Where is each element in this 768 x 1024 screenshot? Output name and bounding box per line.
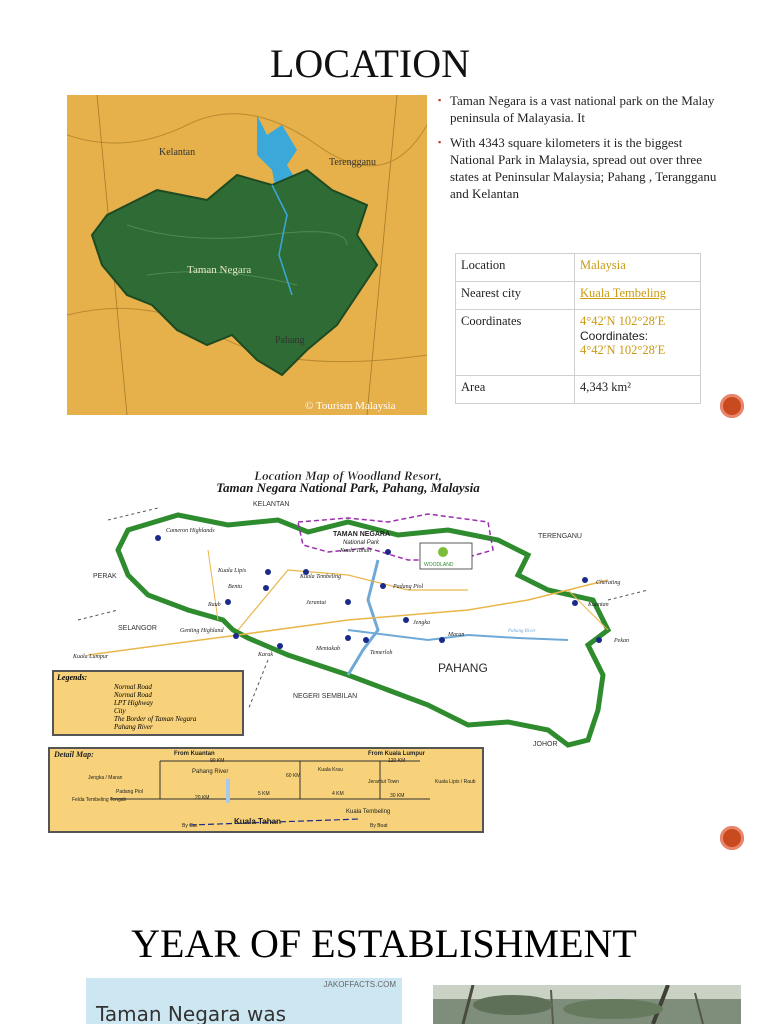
detail-label: From Kuala Lumpur: [368, 751, 426, 757]
detail-label: 60 KM: [286, 773, 301, 779]
map-label-kelantan: Kelantan: [159, 147, 196, 158]
table-row: [456, 254, 701, 282]
legend-item: Pahang River: [114, 723, 153, 731]
slide-title-year-of-establishment: YEAR OF ESTABLISHMENT: [131, 921, 637, 966]
infobox-value-area: 4,343 km²: [575, 376, 701, 404]
bullet-item: ▪ With 4343 square kilometers it is the biggest National Park in Malaysia, spread out over three states at Peninsular Malaysia; Pahang , Terangganu and Kelantan: [450, 134, 728, 202]
town-label: Raub: [208, 602, 221, 608]
town-label: Kuantan: [588, 602, 609, 608]
detail-label: By Boat: [370, 823, 388, 829]
resort-label: WOODLAND: [424, 562, 454, 568]
coordinates-link[interactable]: 4°42′N 102°28′E: [580, 314, 666, 328]
infobox-key: Area: [456, 376, 575, 404]
detail-label: Kuala Tahan: [234, 817, 281, 826]
detail-label: From Kuantan: [174, 751, 215, 757]
town-label: Karak: [258, 652, 273, 658]
detail-label: 5 KM: [258, 791, 270, 797]
legend-item: The Border of Taman Negara: [114, 715, 197, 723]
infobox-value-coordinates: [575, 310, 701, 376]
coordinates-label: Coordinates:: [580, 329, 649, 343]
map-label-terengganu: Terengganu: [329, 157, 377, 168]
map-title-line2: Taman Negara National Park, Pahang, Malaysia: [216, 480, 480, 495]
slide-nav-dot[interactable]: [720, 826, 744, 850]
legend-title: Legends:: [57, 673, 88, 682]
forest-photo: [433, 985, 741, 1024]
legend-item: Normal Road: [114, 683, 152, 691]
detail-label: Jerantut Town: [368, 779, 400, 785]
map-legend: [52, 670, 244, 736]
infobox-value-location[interactable]: Malaysia: [575, 254, 701, 282]
detail-title: Detail Map:: [54, 750, 94, 759]
town-label: Kuala Lumpur: [73, 654, 109, 660]
coordinates-link-2[interactable]: 4°42′N 102°28′E: [580, 343, 666, 357]
slide-nav-dot[interactable]: [720, 394, 744, 418]
detail-label: Kuala Tembeling: [346, 809, 391, 815]
town-label: Jerantut: [306, 600, 326, 606]
park-label-1: TAMAN NEGARA: [333, 531, 391, 538]
park-map-image: [67, 95, 427, 415]
establishment-photo-text: [86, 978, 402, 1024]
region-label-terenganu: TERENGANU: [538, 533, 582, 540]
town-label: Jengka: [413, 620, 430, 626]
map-title-line1: Location Map of Woodland Resort,: [254, 468, 442, 483]
region-label-perak: PERAK: [93, 573, 117, 580]
slide-title-location: LOCATION: [270, 41, 470, 86]
map-watermark: © Tourism Malaysia: [305, 400, 396, 412]
town-label: Bentu: [228, 584, 242, 590]
detail-label: By Car: [182, 823, 198, 829]
river-label: Pahang River: [508, 629, 536, 634]
legend-item: LPT Highway: [114, 699, 153, 707]
town-label: Cherating: [596, 580, 621, 586]
infobox-key: Location: [456, 254, 575, 282]
table-row: [456, 282, 701, 310]
town-label: Kuala Tembeling: [300, 574, 341, 580]
town-label: Mentakab: [316, 646, 340, 652]
infobox-table: [455, 253, 701, 404]
detail-label: Kuala Lipis / Raub: [435, 779, 476, 785]
region-label-negeri-sembilan: NEGERI SEMBILAN: [293, 693, 358, 700]
nearest-city-link[interactable]: Kuala Tembeling: [580, 286, 667, 300]
detail-label: 90 KM: [210, 758, 225, 764]
legend-item: Normal Road: [114, 691, 152, 699]
infobox-key: Nearest city: [456, 282, 575, 310]
region-label-kelantan: KELANTAN: [253, 501, 290, 508]
detail-label: Kuala Krau: [318, 767, 343, 773]
town-label: Maran: [448, 632, 465, 638]
table-row: [456, 376, 701, 404]
park-label-2: National Park: [343, 540, 380, 546]
map-label-pahang: Pahang: [275, 335, 305, 346]
photo-watermark: JAKOFFACTS.COM: [323, 980, 396, 989]
detail-label: Pahang River: [192, 769, 229, 775]
detail-label: Padang Piol: [116, 789, 143, 795]
legend-item: City: [114, 707, 126, 715]
town-label: Padang Piol: [393, 584, 424, 590]
town-label: Kuala Lipis: [218, 568, 247, 574]
region-label-pahang: PAHANG: [438, 661, 488, 675]
town-label: Pekan: [614, 638, 629, 644]
detail-label: 30 KM: [390, 793, 405, 799]
region-label-selangor: SELANGOR: [118, 625, 157, 632]
town-label: Temerloh: [370, 650, 393, 656]
detail-label: 4 KM: [332, 791, 344, 797]
detail-map: [48, 747, 484, 833]
region-label-johor: JOHOR: [533, 741, 558, 748]
detail-label: 20 KM: [195, 795, 210, 801]
town-label: Cameron Highlands: [166, 528, 215, 534]
infobox-key: Coordinates: [456, 310, 575, 376]
photo-caption-text: Taman Negara was: [96, 1002, 287, 1024]
map-label-taman-negara: Taman Negara: [187, 264, 252, 276]
detail-label: 120 KM: [388, 758, 406, 764]
town-label: Genting Highland: [180, 628, 224, 634]
bullet-item: ▪ Taman Negara is a vast national park on the Malay peninsula of Malayasia. It: [450, 92, 728, 126]
table-row: [456, 310, 701, 376]
location-bullets: [438, 92, 728, 210]
town-label: Kuala Tahan: [340, 548, 371, 554]
detail-label: Felda Tembeling Tengah: [72, 797, 127, 803]
infobox-value-nearest-city[interactable]: [575, 282, 701, 310]
detail-label: Jengka / Maran: [88, 775, 123, 781]
